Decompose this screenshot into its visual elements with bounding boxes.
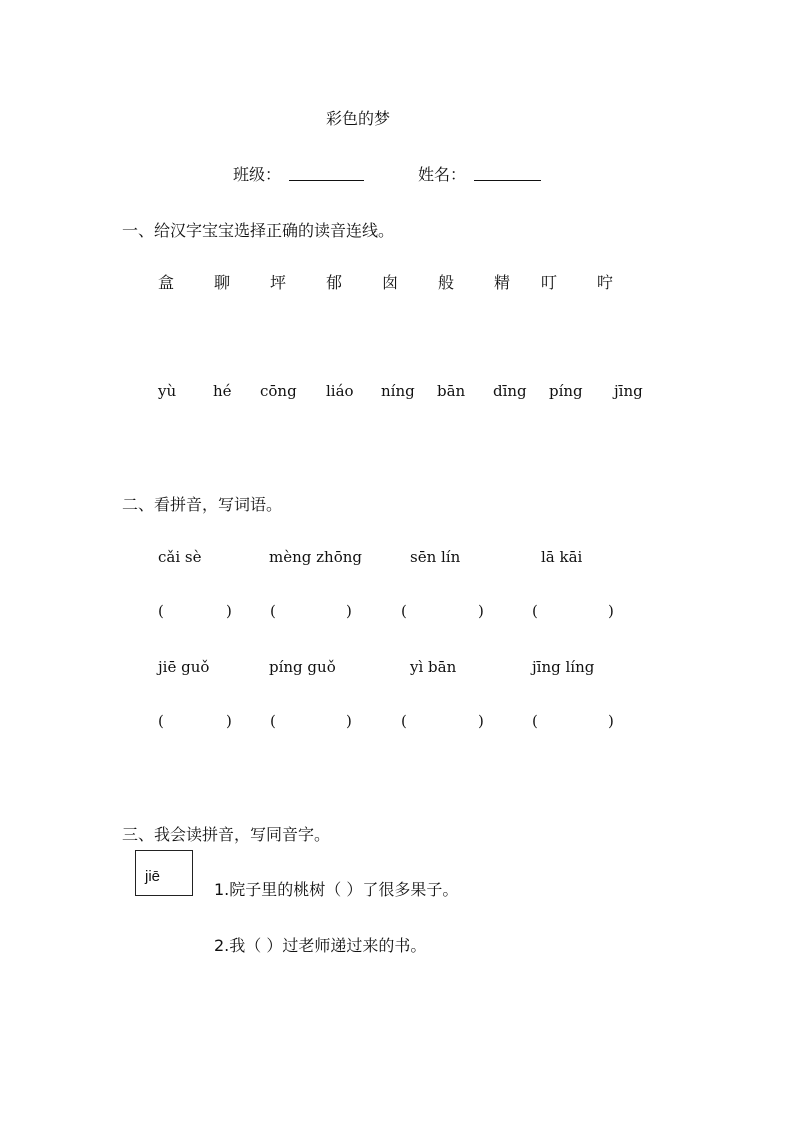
- pinyin-option: níng: [381, 382, 415, 400]
- answer-paren-close: ): [478, 602, 484, 620]
- section2-heading: 二、看拼音，写词语。: [122, 495, 283, 514]
- word-pinyin: sēn lín: [410, 548, 461, 566]
- answer-paren-open: (: [158, 602, 164, 620]
- pinyin-option: dīng: [493, 382, 527, 400]
- pinyin-option: hé: [213, 382, 232, 400]
- answer-paren-close: ): [608, 712, 614, 730]
- pinyin-option: píng: [549, 382, 583, 400]
- answer-paren-close: ): [608, 602, 614, 620]
- pinyin-box: [135, 850, 193, 896]
- answer-paren-close: ): [226, 602, 232, 620]
- answer-paren-close: ): [346, 712, 352, 730]
- answer-paren-open: (: [158, 712, 164, 730]
- character: 郁: [326, 273, 343, 292]
- word-pinyin: píng guǒ: [269, 658, 336, 676]
- pinyin-option: bān: [437, 382, 466, 400]
- character: 囱: [382, 273, 399, 292]
- pinyin-option: liáo: [326, 382, 354, 400]
- word-pinyin: lā kāi: [541, 548, 583, 566]
- word-pinyin: mèng zhōng: [269, 548, 362, 566]
- pinyin-option: jīng: [614, 382, 643, 400]
- word-pinyin: cǎi sè: [158, 548, 202, 566]
- name-blank[interactable]: [474, 164, 541, 181]
- page-title: 彩色的梦: [326, 109, 391, 128]
- character: 聊: [214, 273, 231, 292]
- sentence-1: 1.院子里的桃树（ ）了很多果子。: [214, 880, 459, 899]
- word-pinyin: jiē guǒ: [158, 658, 210, 676]
- pinyin-option: yù: [158, 382, 177, 400]
- pinyin-option: cōng: [260, 382, 297, 400]
- name-label: 姓名：: [418, 165, 467, 184]
- answer-paren-open: (: [270, 712, 276, 730]
- answer-paren-open: (: [401, 602, 407, 620]
- answer-paren-open: (: [401, 712, 407, 730]
- character: 坪: [270, 273, 287, 292]
- answer-paren-close: ): [478, 712, 484, 730]
- pinyin-box-text: jiē: [145, 868, 161, 885]
- answer-paren-open: (: [532, 712, 538, 730]
- word-pinyin: yì bān: [410, 658, 457, 676]
- word-pinyin: jīng líng: [532, 658, 595, 676]
- character: 咛: [597, 273, 614, 292]
- class-blank[interactable]: [289, 164, 364, 181]
- character: 叮: [541, 273, 558, 292]
- answer-paren-close: ): [346, 602, 352, 620]
- answer-paren-open: (: [532, 602, 538, 620]
- class-label: 班级：: [233, 165, 282, 184]
- character: 精: [494, 273, 511, 292]
- answer-paren-open: (: [270, 602, 276, 620]
- answer-paren-close: ): [226, 712, 232, 730]
- section1-heading: 一、给汉字宝宝选择正确的读音连线。: [122, 221, 395, 240]
- character: 般: [438, 273, 455, 292]
- character: 盒: [158, 273, 175, 292]
- sentence-2: 2.我（ ）过老师递过来的书。: [214, 936, 427, 955]
- section3-heading: 三、我会读拼音，写同音字。: [122, 825, 331, 844]
